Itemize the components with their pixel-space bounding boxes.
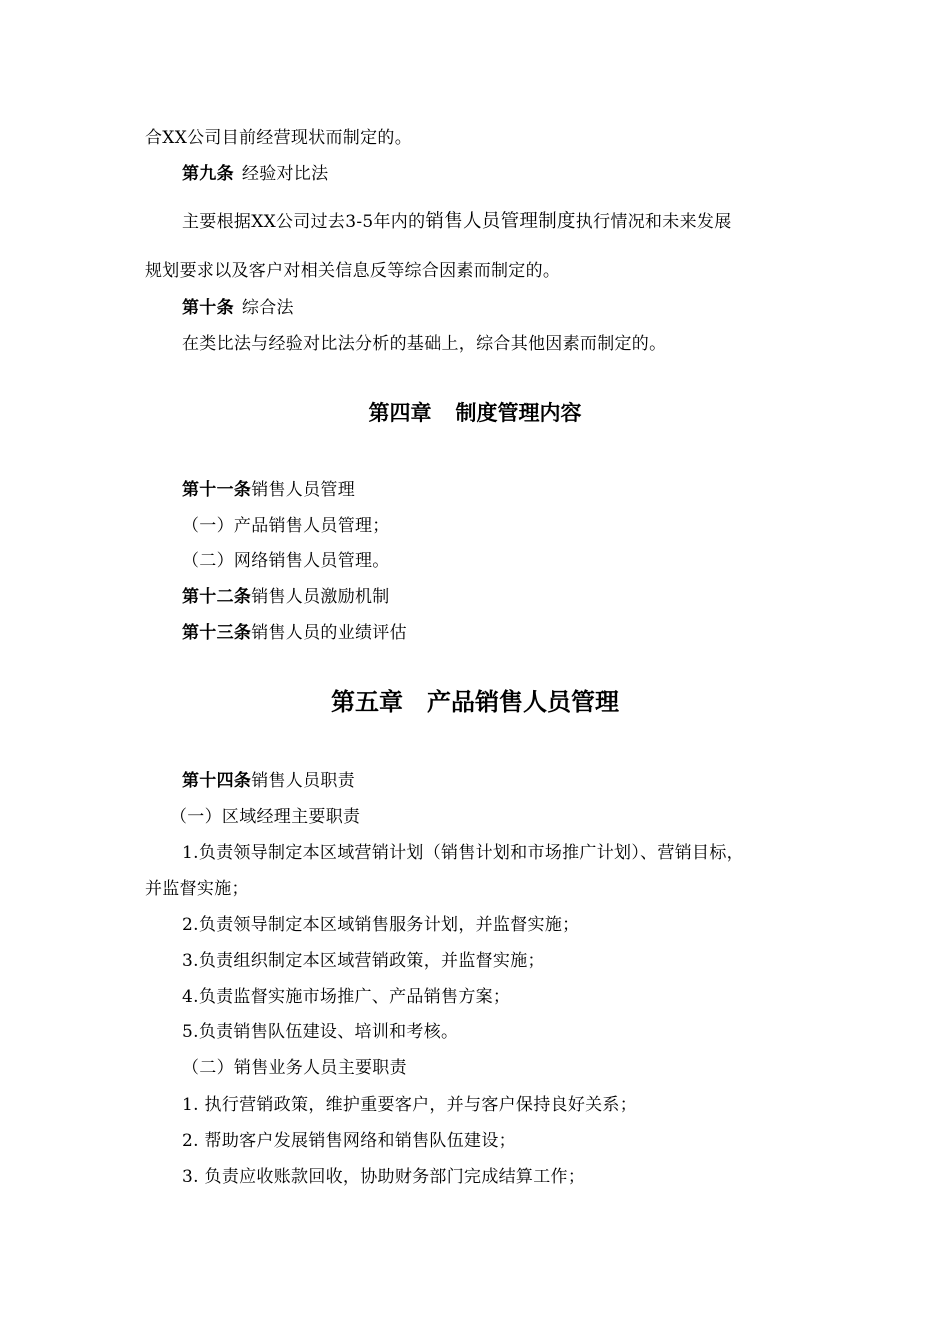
duty-item: 4.负责监督实施市场推广、产品销售方案； xyxy=(182,987,511,1007)
article-12 xyxy=(182,586,390,608)
duty-item: 3. 负责应收账款回收，协助财务部门完成结算工作； xyxy=(182,1167,586,1187)
chapter-5-label: 第五章 xyxy=(331,688,403,716)
chapter-4-label: 第四章 xyxy=(368,401,432,425)
article-11 xyxy=(182,479,355,501)
duty-item: 3.负责组织制定本区域营销政策，并监督实施； xyxy=(182,951,545,971)
article-9-body-c: 执行情况和未来发展 xyxy=(575,212,732,232)
duty-item-continuation: 并监督实施； xyxy=(145,879,249,899)
article-9-body-line-1 xyxy=(182,211,732,233)
duty-item: 1. 执行营销政策，维护重要客户，并与客户保持良好关系； xyxy=(182,1095,638,1115)
article-11-item: （二）网络销售人员管理。 xyxy=(182,551,390,571)
article-13 xyxy=(182,622,407,644)
article-9-body-line-2: 规划要求以及客户对相关信息反等综合因素而制定的。 xyxy=(145,261,561,281)
article-10 xyxy=(182,297,294,319)
article-9-label: 第九条 xyxy=(182,164,234,184)
article-10-title: 综合法 xyxy=(241,298,294,318)
duty-item: 1.负责领导制定本区域营销计划（销售计划和市场推广计划）、营销目标， xyxy=(182,843,744,863)
article-11-title: 销售人员管理 xyxy=(251,480,356,500)
duty-item: 5.负责销售队伍建设、培训和考核。 xyxy=(182,1022,459,1042)
chapter-5-title: 产品销售人员管理 xyxy=(427,688,619,716)
article-9-body-b: 销售人员管理制度 xyxy=(425,211,576,232)
article-11-item: （一）产品销售人员管理； xyxy=(182,516,390,536)
article-10-body: 在类比法与经验对比法分析的基础上，综合其他因素而制定的。 xyxy=(182,334,667,354)
article-9-body-a: 主要根据XX公司过去3-5年内的 xyxy=(182,212,426,232)
section-heading: （二）销售业务人员主要职责 xyxy=(182,1058,407,1078)
article-10-label: 第十条 xyxy=(182,298,234,318)
article-9 xyxy=(182,163,328,185)
duty-item: 2.负责领导制定本区域销售服务计划，并监督实施； xyxy=(182,915,580,935)
article-13-label: 第十三条 xyxy=(182,623,252,643)
article-14 xyxy=(182,770,355,792)
article-11-label: 第十一条 xyxy=(182,480,252,500)
article-12-title: 销售人员激励机制 xyxy=(251,587,390,607)
chapter-5-heading xyxy=(0,686,950,718)
article-14-label: 第十四条 xyxy=(182,771,252,791)
article-9-title: 经验对比法 xyxy=(241,164,329,184)
article-12-label: 第十二条 xyxy=(182,587,252,607)
section-heading: （一）区域经理主要职责 xyxy=(170,807,361,827)
chapter-4-title: 制度管理内容 xyxy=(455,401,582,425)
chapter-4-heading xyxy=(0,399,950,427)
article-13-title: 销售人员的业绩评估 xyxy=(251,623,407,643)
paragraph-continuation: 合XX公司目前经营现状而制定的。 xyxy=(145,128,413,148)
article-14-title: 销售人员职责 xyxy=(251,771,356,791)
duty-item: 2. 帮助客户发展销售网络和销售队伍建设； xyxy=(182,1131,516,1151)
